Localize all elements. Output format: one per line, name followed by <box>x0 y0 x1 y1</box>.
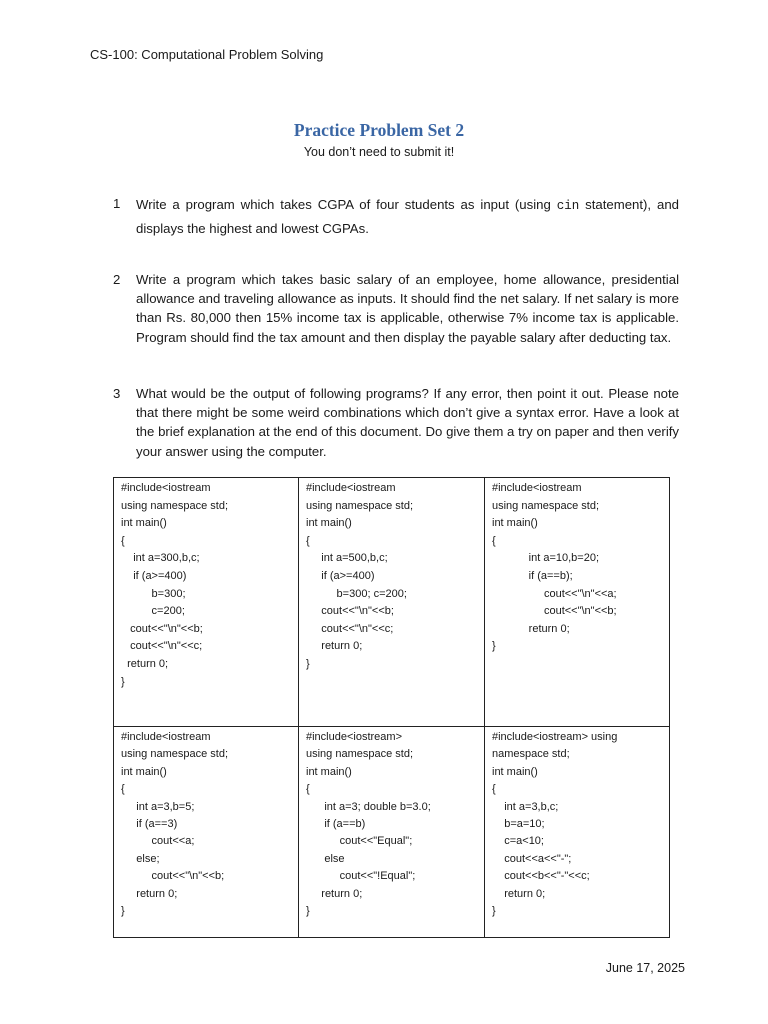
page-subtitle: You don’t need to submit it! <box>303 145 455 159</box>
code-line: int main() <box>121 517 167 530</box>
code-cell-6 <box>485 727 669 937</box>
code-line: using namespace std; <box>121 499 229 512</box>
problem-2 <box>113 270 679 347</box>
code-line: int main() <box>492 765 538 778</box>
code-line: #include<iostream <box>121 731 211 743</box>
code-line: if (a==b); <box>492 569 573 582</box>
code-line: { <box>492 534 496 547</box>
code-cell-3 <box>485 478 669 727</box>
code-line: return 0; <box>306 640 363 653</box>
code-line: cout<<b<<"-"<<c; <box>492 870 590 883</box>
code-line: { <box>492 783 496 796</box>
code-line: c=a<10; <box>492 835 544 848</box>
code-line: else; <box>121 852 160 865</box>
code-line: cout<<"\n"<<b; <box>306 605 394 618</box>
page-title: Practice Problem Set 2 <box>293 120 465 140</box>
code-cell-2 <box>299 478 485 727</box>
code-line: int a=3,b=5; <box>121 800 195 813</box>
code-line: cout<<"\n"<<a; <box>492 587 617 600</box>
code-line: } <box>492 904 496 917</box>
code-line: using namespace std; <box>306 748 414 761</box>
code-line: } <box>306 904 310 917</box>
code-line: #include<iostream> <box>306 731 403 743</box>
code-line: int a=300,b,c; <box>121 552 200 565</box>
footer-date: June 17, 2025 <box>605 961 685 975</box>
code-line: if (a>=400) <box>306 569 375 582</box>
code-line: b=a=10; <box>492 817 545 830</box>
course-header: CS-100: Computational Problem Solving <box>90 47 324 62</box>
code-line: #include<iostream <box>306 482 396 494</box>
code-line: int a=500,b,c; <box>306 552 388 565</box>
problem-text: Write a program which takes CGPA of four students as input (using cin statement), and displays the highest and lowest CGPAs. <box>136 197 680 236</box>
code-cell-5 <box>299 727 485 937</box>
code-line: c=200; <box>121 605 185 618</box>
code-line: #include<iostream> using <box>492 731 618 743</box>
code-line: int a=10,b=20; <box>492 552 600 565</box>
problem-number: 1 <box>113 196 121 211</box>
problem-number: 2 <box>113 272 121 287</box>
code-line: return 0; <box>492 622 570 635</box>
problem-number: 3 <box>113 386 121 401</box>
code-line: cout<<"!Equal"; <box>306 870 416 883</box>
code-line: b=300; c=200; <box>306 587 407 600</box>
code-line: cout<<"\n"<<b; <box>121 622 203 635</box>
code-line: namespace std; <box>492 748 570 761</box>
code-line: return 0; <box>306 887 363 900</box>
code-line: else <box>306 852 345 865</box>
code-line: if (a==b) <box>306 817 366 830</box>
code-line: using namespace std; <box>492 499 600 512</box>
code-line: } <box>492 640 496 653</box>
code-line: int main() <box>121 765 167 778</box>
code-line: cout<<a; <box>121 835 195 848</box>
code-line: { <box>306 534 310 547</box>
problem-1 <box>113 194 679 240</box>
code-line: } <box>121 904 125 917</box>
code-line: int a=3; double b=3.0; <box>306 800 431 813</box>
code-line: int a=3,b,c; <box>492 800 559 813</box>
code-line: #include<iostream <box>492 482 582 494</box>
code-line: cout<<"\n"<<c; <box>121 640 203 653</box>
problem-text: Write a program which takes basic salary of an employee, home allowance, presidential allowance and traveling allowance as inputs. It should find the net salary. If net salary is more than Rs. 80,000 then 15% income tax is applicable, otherwise 7% income tax is applicable. Program should find the tax amount and then display the payable salary after deducting tax. <box>136 272 679 345</box>
code-line: b=300; <box>121 587 186 600</box>
problem-3 <box>113 384 679 461</box>
code-line: } <box>306 657 310 670</box>
code-line: cout<<"Equal"; <box>306 835 413 848</box>
code-cell-4 <box>114 727 299 937</box>
code-line: } <box>121 675 125 688</box>
code-line: cout<<a<<"-"; <box>492 852 572 865</box>
code-cell-1 <box>114 478 299 727</box>
code-line: int main() <box>306 517 352 530</box>
inline-code: cin <box>556 199 580 213</box>
code-line: cout<<"\n"<<b; <box>492 605 617 618</box>
code-line: { <box>306 783 310 796</box>
code-line: { <box>121 534 125 547</box>
code-table <box>113 477 670 938</box>
code-line: #include<iostream <box>121 482 211 494</box>
code-line: using namespace std; <box>306 499 414 512</box>
code-line: using namespace std; <box>121 748 229 761</box>
code-line: int main() <box>306 765 352 778</box>
code-line: cout<<"\n"<<b; <box>121 870 225 883</box>
code-line: { <box>121 783 125 796</box>
code-line: return 0; <box>492 887 546 900</box>
code-line: if (a==3) <box>121 817 178 830</box>
code-line: return 0; <box>121 657 169 670</box>
code-line: return 0; <box>121 887 178 900</box>
code-line: cout<<"\n"<<c; <box>306 622 394 635</box>
code-line: if (a>=400) <box>121 569 187 582</box>
problem-text: What would be the output of following programs? If any error, then point it out. Please note that there might be some weird combinations which don’t give a syntax error. Have a look at the brief explanation at the end of this document. Do give them a try on paper and then verify your answer using the computer. <box>136 386 679 459</box>
code-line: int main() <box>492 517 538 530</box>
